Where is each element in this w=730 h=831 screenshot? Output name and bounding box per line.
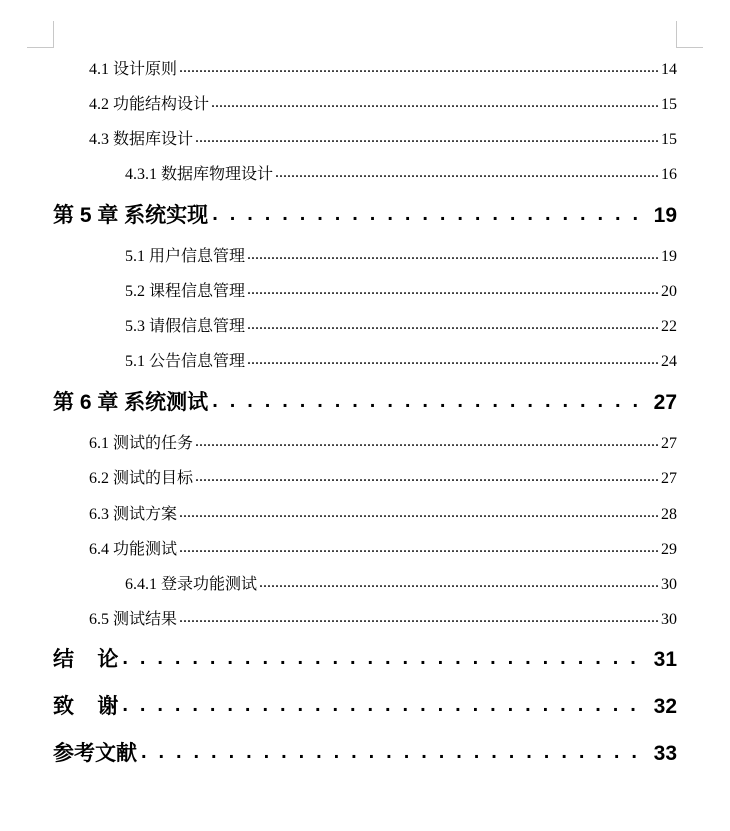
toc-entry[interactable] xyxy=(89,91,677,114)
toc-entry-page: 19 xyxy=(661,248,677,265)
toc-entry[interactable] xyxy=(89,465,677,488)
toc-entry-label: 4.3.1 数据库物理设计 xyxy=(125,166,274,183)
toc-chapter-label: 结 论 xyxy=(53,648,119,671)
toc-entry-page: 24 xyxy=(661,353,677,370)
dot-leader xyxy=(212,388,643,409)
toc-entry-page: 15 xyxy=(661,96,677,113)
toc-entry-page: 27 xyxy=(661,470,677,487)
toc-entry-label: 4.2 功能结构设计 xyxy=(89,96,210,113)
toc-entry-page: 14 xyxy=(661,61,677,78)
dot-leader xyxy=(179,503,658,519)
toc-entry-label: 5.1 公告信息管理 xyxy=(125,353,246,370)
dot-leader xyxy=(211,93,658,109)
toc-entry-page: 28 xyxy=(661,506,677,523)
toc-chapter-entry[interactable] xyxy=(53,386,677,416)
dot-leader xyxy=(212,201,643,222)
toc-entry[interactable] xyxy=(125,348,677,371)
dot-leader xyxy=(179,538,658,554)
toc-chapter-label: 致 谢 xyxy=(53,695,119,718)
toc-entry-label: 6.5 测试结果 xyxy=(89,611,178,628)
toc-chapter-page: 27 xyxy=(653,391,677,414)
toc-entry-label: 6.2 测试的目标 xyxy=(89,470,194,487)
toc-chapter-label: 第 5 章 系统实现 xyxy=(53,204,209,227)
toc-chapter-entry[interactable] xyxy=(53,737,677,767)
toc-entry-page: 22 xyxy=(661,318,677,335)
dot-leader xyxy=(247,350,658,366)
dot-leader xyxy=(247,315,658,331)
dot-leader xyxy=(141,739,644,760)
toc-entry[interactable] xyxy=(89,501,677,524)
toc-entry-label: 6.4.1 登录功能测试 xyxy=(125,576,258,593)
toc-entry[interactable] xyxy=(125,161,677,184)
toc-entry-page: 16 xyxy=(661,166,677,183)
toc-entry-page: 15 xyxy=(661,131,677,148)
toc-entry[interactable] xyxy=(125,243,677,266)
dot-leader xyxy=(195,467,658,483)
toc-entry-label: 5.1 用户信息管理 xyxy=(125,248,246,265)
toc-chapter-page: 33 xyxy=(653,742,677,765)
toc-chapter-page: 19 xyxy=(653,204,677,227)
dot-leader xyxy=(122,692,643,713)
dot-leader xyxy=(122,645,643,666)
toc-entry-label: 6.3 测试方案 xyxy=(89,506,178,523)
dot-leader xyxy=(247,280,658,296)
toc-entry-label: 5.2 课程信息管理 xyxy=(125,283,246,300)
toc-entry-page: 30 xyxy=(661,611,677,628)
toc-chapter-entry[interactable] xyxy=(53,199,677,229)
toc-entry-label: 4.3 数据库设计 xyxy=(89,131,194,148)
dot-leader xyxy=(259,573,658,589)
dot-leader xyxy=(275,163,658,179)
toc-entry[interactable] xyxy=(89,606,677,629)
toc-chapter-entry[interactable] xyxy=(53,643,677,673)
toc-entry[interactable] xyxy=(125,571,677,594)
toc-entry-label: 5.3 请假信息管理 xyxy=(125,318,246,335)
toc-entry-label: 4.1 设计原则 xyxy=(89,61,178,78)
toc-entry[interactable] xyxy=(125,313,677,336)
toc-entry[interactable] xyxy=(89,56,677,79)
toc-entry-label: 6.4 功能测试 xyxy=(89,541,178,558)
toc-entry-page: 27 xyxy=(661,435,677,452)
toc-entry-page: 29 xyxy=(661,541,677,558)
toc-entry[interactable] xyxy=(125,278,677,301)
dot-leader xyxy=(247,245,658,261)
dot-leader xyxy=(179,608,658,624)
dot-leader xyxy=(195,128,658,144)
toc-entry[interactable] xyxy=(89,430,677,453)
page-corner-mark-top-left xyxy=(27,21,54,48)
page-corner-mark-top-right xyxy=(676,21,703,48)
toc-entry[interactable] xyxy=(89,126,677,149)
toc-entry-label: 6.1 测试的任务 xyxy=(89,435,194,452)
toc-entry-page: 20 xyxy=(661,283,677,300)
toc-chapter-page: 32 xyxy=(653,695,677,718)
toc-chapter-label: 第 6 章 系统测试 xyxy=(53,391,209,414)
toc-entry-page: 30 xyxy=(661,576,677,593)
toc-chapter-page: 31 xyxy=(653,648,677,671)
dot-leader xyxy=(179,58,658,74)
toc-chapter-entry[interactable] xyxy=(53,690,677,720)
toc-entry[interactable] xyxy=(89,536,677,559)
toc-chapter-label: 参考文献 xyxy=(53,742,137,765)
dot-leader xyxy=(195,432,658,448)
